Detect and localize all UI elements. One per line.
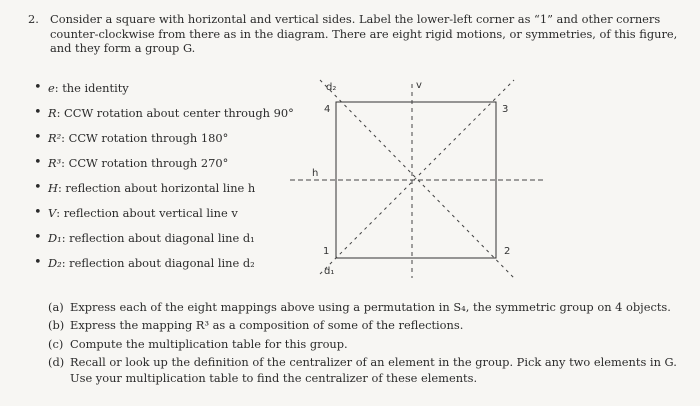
diagonal-axis-d1 [320,80,514,274]
part-tag: (b) [48,318,65,333]
description: : reflection about diagonal line d₂ [61,256,255,270]
description: : CCW rotation through 270° [61,156,229,170]
bullet: • [34,205,42,220]
symbol-r: R [48,106,57,120]
description: : the identity [54,81,129,95]
bullet: • [34,255,42,270]
part-tag: (d) [48,355,65,370]
bullet: • [34,80,42,95]
symbol-d2: D₂ [48,256,62,270]
bullet: • [34,130,42,145]
description: : reflection about horizontal line h [57,181,256,195]
corner-label-3: 3 [502,104,509,115]
corner-label-2: 2 [504,246,511,257]
problem-statement [28,12,688,56]
part-a [48,300,688,316]
description: : reflection about diagonal line d₁ [61,231,255,245]
square-diagram [250,70,550,280]
bullet: • [34,180,42,195]
line-label-d2: d₂ [326,82,337,93]
part-tag: (a) [48,300,64,314]
part-c [48,337,688,353]
line-label-h: h [312,168,319,179]
corner-label-4: 4 [324,104,331,115]
part-tag: (c) [48,336,64,351]
part-text: Recall or look up the definition of the centralizer of an element in the group. Pick any two elements in G. Use your multiplication table to find the centralizer of these elements. [70,355,677,385]
corner-label-1: 1 [323,246,330,257]
line-label-d1: d₁ [324,266,335,277]
part-text: Express each of the eight mappings above using a permutation in S₄, the symmetric group on 4 objects. [70,300,671,314]
bullet: • [34,155,42,170]
symbol-r2: R² [48,131,62,145]
part-b [48,318,688,334]
question-parts [48,300,688,389]
symbol-e: e [48,81,55,95]
symbol-r3: R³ [48,156,62,170]
symbol-v: V [48,206,57,220]
description: : CCW rotation through 180° [61,131,229,145]
description: : reflection about vertical line v [56,206,238,220]
bullet: • [34,105,42,120]
bullet: • [34,230,42,245]
symbol-d1: D₁ [48,231,62,245]
part-text: Compute the multiplication table for this group. [70,336,348,351]
description: : CCW rotation about center through 90° [56,106,294,120]
problem-intro-text: Consider a square with horizontal and vertical sides. Label the lower-left corner as “1” and other corners counter-clockwise from there as in the diagram. There are eight rigid motions, or symmetries, of this figure, and they form a group G. [50,12,678,56]
problem-number: 2. [28,12,39,26]
symbol-h: H [48,181,58,195]
line-label-v: v [416,80,422,91]
part-d [48,355,688,387]
part-text: Express the mapping R³ as a composition of some of the reflections. [70,318,464,333]
